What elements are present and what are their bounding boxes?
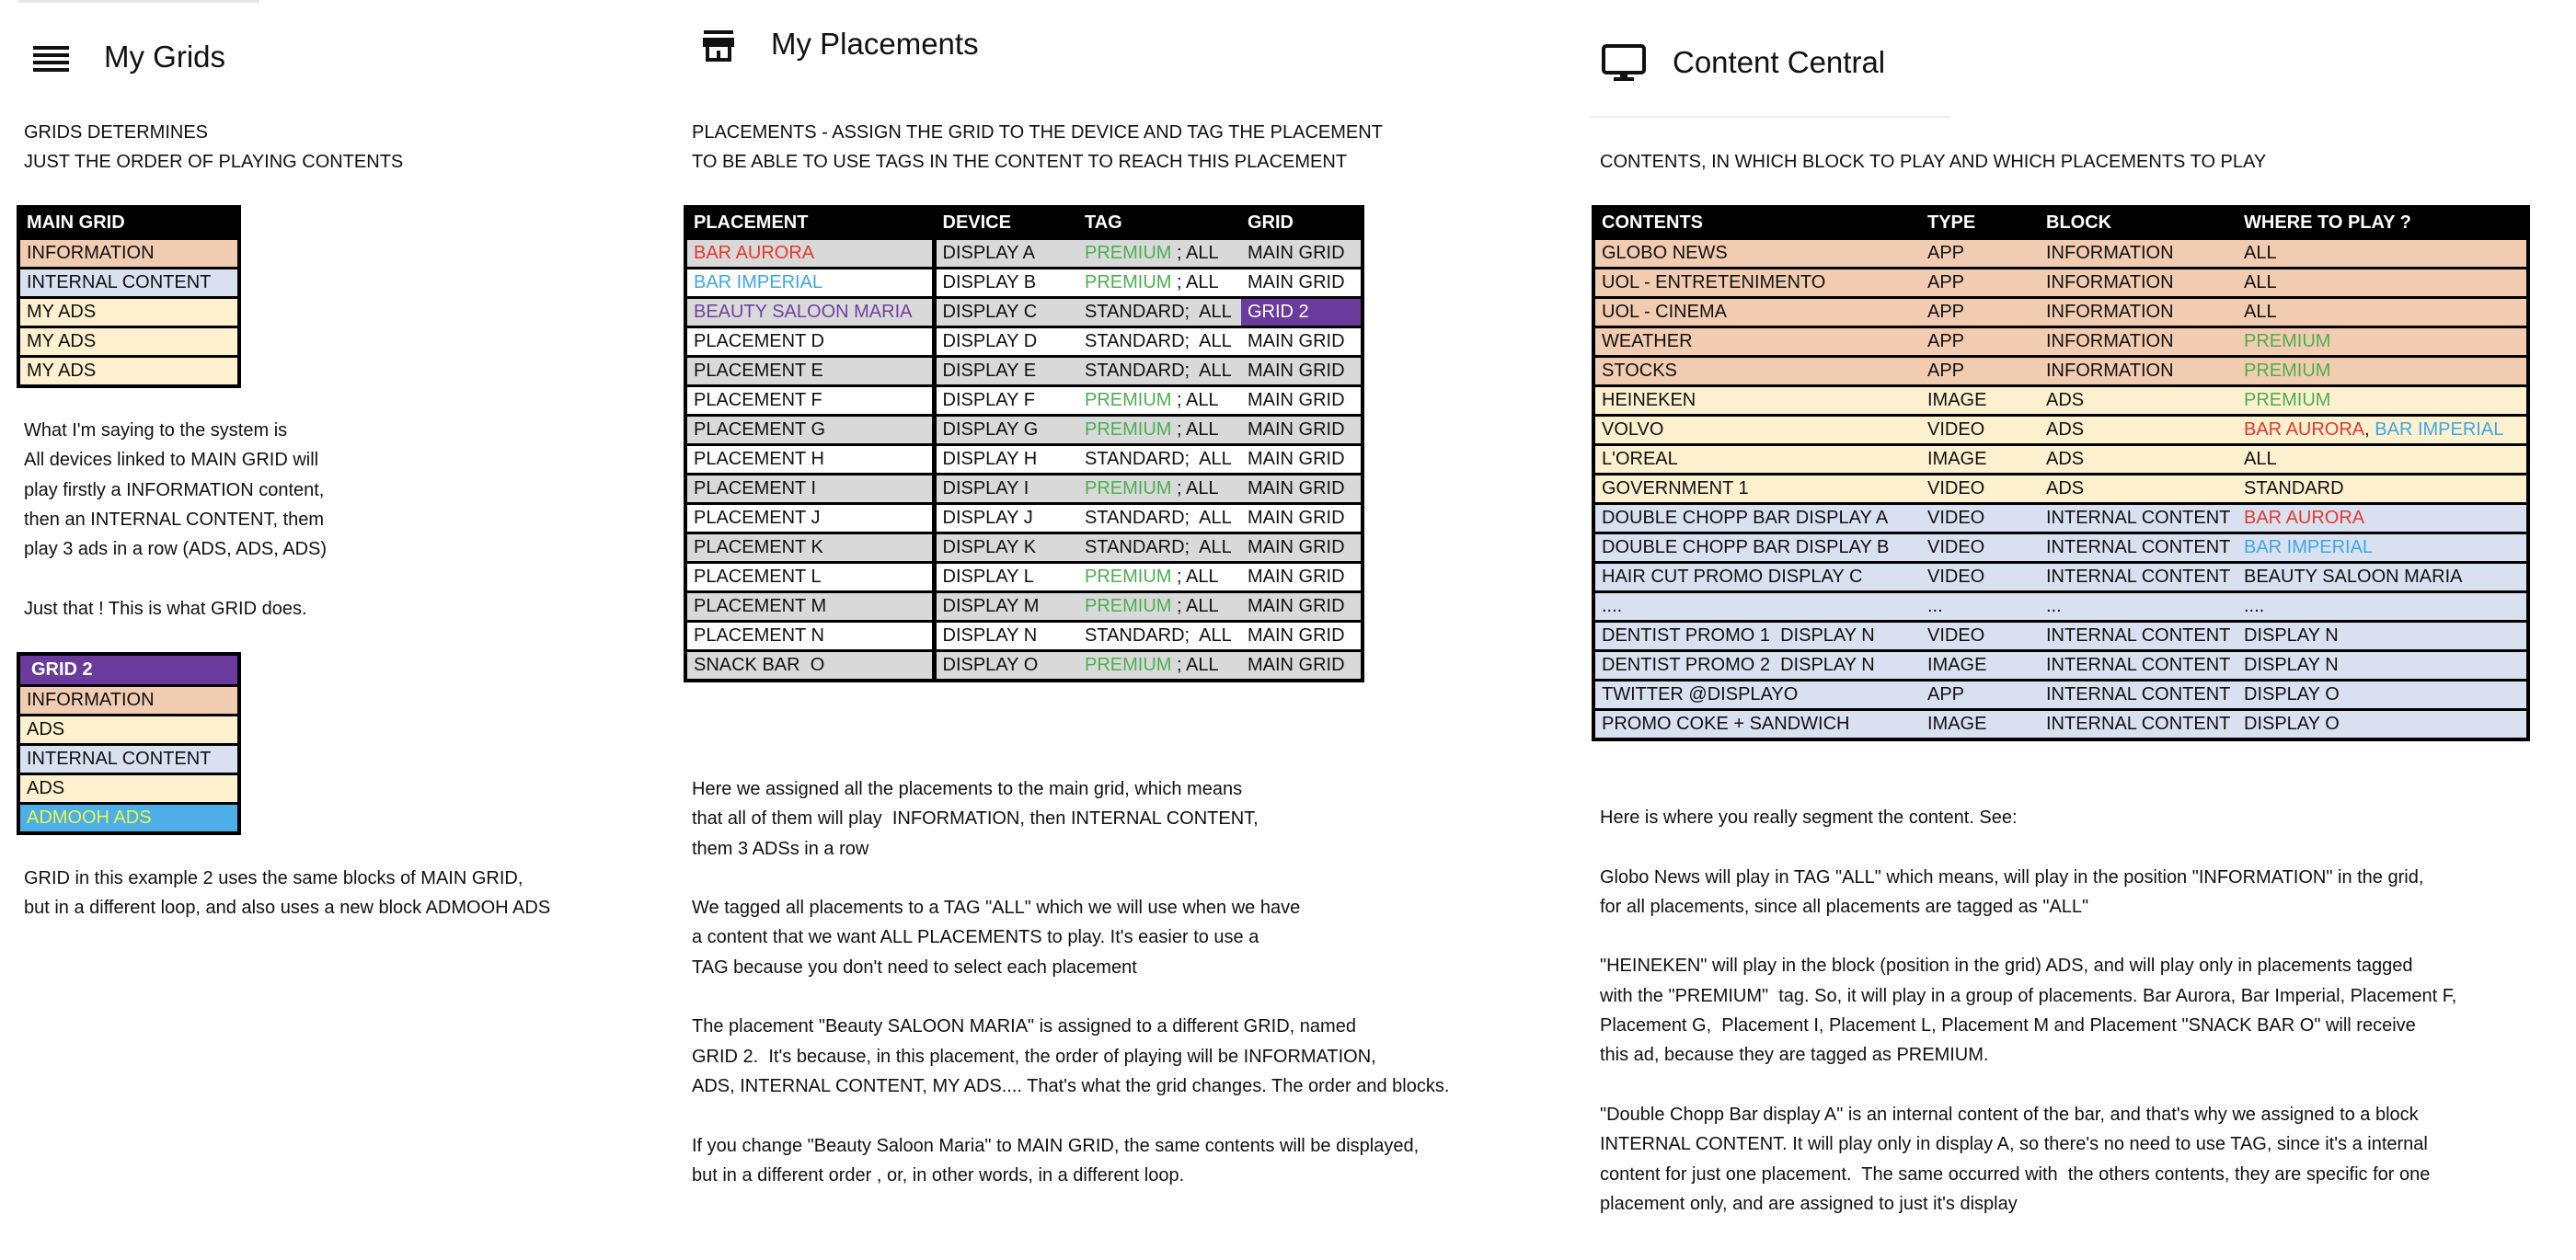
content-block: INTERNAL CONTENT xyxy=(2040,563,2237,592)
grid-block-row xyxy=(18,745,239,774)
content-type: APP xyxy=(1921,681,2040,710)
column-header-grid: GRID xyxy=(1241,207,1363,239)
explanation-line: play firstly a INFORMATION content, xyxy=(24,479,325,500)
explanation-line: INTERNAL CONTENT. It will play only in display A, so there's no need to use TAG, since it's a internal xyxy=(1600,1134,2428,1155)
tag-all: ; ALL xyxy=(1171,390,1219,410)
where-to-play-part: .... xyxy=(2244,596,2265,616)
content-name: DOUBLE CHOPP BAR DISPLAY B xyxy=(1593,533,1921,563)
content-name: DOUBLE CHOPP BAR DISPLAY A xyxy=(1593,504,1921,533)
tag-all: ; ALL xyxy=(1171,478,1219,498)
intro-line: TO BE ABLE TO USE TAGS IN THE CONTENT TO REACH THIS PLACEMENT xyxy=(692,152,1348,173)
placements-intro xyxy=(692,118,1383,178)
main-grid-table xyxy=(17,205,241,388)
where-to-play xyxy=(2237,622,2528,651)
content-block: ADS xyxy=(2040,416,2237,445)
where-to-play-part: ALL xyxy=(2244,272,2277,292)
grid-assignment: GRID 2 xyxy=(1241,298,1363,327)
explanation-line xyxy=(692,982,1449,1012)
content-block: INTERNAL CONTENT xyxy=(2040,504,2237,533)
tag-primary: PREMIUM xyxy=(1085,567,1172,587)
explanation-line: for all placements, since all placements are tagged as "ALL" xyxy=(1600,896,2089,917)
device-name: DISPLAY D xyxy=(934,327,1078,357)
content-row[interactable] xyxy=(1593,416,2528,445)
placement-name: PLACEMENT G xyxy=(685,416,934,445)
column-header-block: BLOCK xyxy=(2040,207,2237,239)
content-name: UOL - CINEMA xyxy=(1593,298,1921,327)
explanation-line: ADS, INTERNAL CONTENT, MY ADS.... That's what the grid changes. The order and blocks. xyxy=(692,1075,1450,1096)
content-name: DENTIST PROMO 1 DISPLAY N xyxy=(1593,622,1921,651)
content-name: DENTIST PROMO 2 DISPLAY N xyxy=(1593,651,1921,681)
where-to-play-part: PREMIUM xyxy=(2244,331,2331,351)
grid-block-label: ADMOOH ADS xyxy=(18,804,239,834)
where-to-play xyxy=(2237,416,2528,445)
content-name: WEATHER xyxy=(1593,327,1921,357)
tag-all: ALL xyxy=(1190,508,1232,528)
content-row[interactable] xyxy=(1593,475,2528,504)
grid-assignment: MAIN GRID xyxy=(1241,622,1363,651)
content-type: APP xyxy=(1921,298,2040,327)
content-row[interactable] xyxy=(1593,651,2528,681)
placement-row[interactable] xyxy=(685,239,1363,269)
content-block: INTERNAL CONTENT xyxy=(2040,533,2237,563)
tag-cell xyxy=(1078,327,1241,357)
device-name: DISPLAY H xyxy=(934,445,1078,475)
placement-row[interactable] xyxy=(685,386,1363,416)
grid-assignment: MAIN GRID xyxy=(1241,563,1363,592)
grid-assignment: MAIN GRID xyxy=(1241,386,1363,416)
device-name: DISPLAY N xyxy=(934,622,1078,651)
content-row[interactable] xyxy=(1593,710,2528,740)
where-to-play xyxy=(2237,651,2528,681)
placement-name: PLACEMENT H xyxy=(685,445,934,475)
where-to-play-part: ALL xyxy=(2244,302,2277,322)
store-icon[interactable] xyxy=(702,29,735,63)
content-type: APP xyxy=(1921,269,2040,298)
explanation-line: If you change "Beauty Saloon Maria" to MAIN GRID, the same contents will be displayed, xyxy=(692,1135,1420,1156)
intro-line: PLACEMENTS - ASSIGN THE GRID TO THE DEVICE AND TAG THE PLACEMENT xyxy=(692,122,1383,143)
content-block: INFORMATION xyxy=(2040,327,2237,357)
grid-assignment: MAIN GRID xyxy=(1241,239,1363,269)
explanation-line: with the "PREMIUM" tag. So, it will play in a group of placements. Bar Aurora, Bar Imperial, Placement F, xyxy=(1600,985,2457,1006)
tag-primary: STANDARD; xyxy=(1085,302,1190,322)
my-grids-title: My Grids xyxy=(104,40,225,74)
intro-line: JUST THE ORDER OF PLAYING CONTENTS xyxy=(24,152,404,173)
explanation-line: Placement G, Placement I, Placement L, Placement M and Placement "SNACK BAR O" will receive xyxy=(1600,1015,2416,1037)
grid-block-row xyxy=(18,298,239,327)
device-name: DISPLAY M xyxy=(934,592,1078,622)
where-to-play-part: DISPLAY N xyxy=(2244,625,2339,646)
grid-block-row xyxy=(18,686,239,716)
content-type: IMAGE xyxy=(1921,445,2040,475)
placement-name: BEAUTY SALOON MARIA xyxy=(685,298,934,327)
tag-cell xyxy=(1078,386,1241,416)
where-to-play xyxy=(2237,475,2528,504)
where-to-play-part: ALL xyxy=(2244,243,2277,263)
explanation-line: Here we assigned all the placements to the main grid, which means xyxy=(692,779,1243,799)
column-header-type: TYPE xyxy=(1921,207,2040,239)
content-type: APP xyxy=(1921,357,2040,386)
grid-assignment: MAIN GRID xyxy=(1241,475,1363,504)
tag-all: ; ALL xyxy=(1171,419,1219,440)
tag-all: ; ALL xyxy=(1171,567,1219,587)
explanation-line: "Double Chopp Bar display A" is an internal content of the bar, and that's why we assigned to a block xyxy=(1600,1104,2419,1125)
tag-cell xyxy=(1078,269,1241,298)
where-to-play-part: PREMIUM xyxy=(2244,361,2331,381)
grid-block-row xyxy=(18,804,239,834)
explanation-line: placement only, and are assigned to just it's display xyxy=(1600,1193,2018,1214)
explanation-line: We tagged all placements to a TAG "ALL" which we will use when we have xyxy=(692,898,1301,919)
tag-cell xyxy=(1078,592,1241,622)
grids-footer xyxy=(24,864,550,923)
placement-row[interactable] xyxy=(685,298,1363,327)
monitor-icon[interactable] xyxy=(1602,44,1646,83)
placement-name: PLACEMENT D xyxy=(685,327,934,357)
explanation-line: All devices linked to MAIN GRID will xyxy=(24,450,319,471)
tag-primary: STANDARD; xyxy=(1085,361,1190,381)
tag-primary: STANDARD; xyxy=(1085,537,1190,557)
where-to-play xyxy=(2237,563,2528,592)
placement-row[interactable] xyxy=(685,416,1363,445)
main-grid-header: MAIN GRID xyxy=(18,207,239,239)
explanation-line xyxy=(1600,1071,2456,1100)
tag-all: ALL xyxy=(1190,449,1232,469)
grids-explanation xyxy=(24,416,327,624)
tag-cell xyxy=(1078,533,1241,563)
explanation-line xyxy=(24,564,327,593)
placements-explanation xyxy=(692,774,1449,1190)
where-to-play xyxy=(2237,269,2528,298)
where-to-play-part: PREMIUM xyxy=(2244,390,2331,410)
content-name: HEINEKEN xyxy=(1593,386,1921,416)
content-row[interactable] xyxy=(1593,269,2528,298)
grid-assignment: MAIN GRID xyxy=(1241,269,1363,298)
grid-block-row xyxy=(18,239,239,269)
content-type: VIDEO xyxy=(1921,563,2040,592)
grid-assignment: MAIN GRID xyxy=(1241,357,1363,386)
explanation-line: What I'm saying to the system is xyxy=(24,420,288,441)
explanation-line: play 3 ads in a row (ADS, ADS, ADS) xyxy=(24,539,328,560)
explanation-line: Here is where you really segment the content. See: xyxy=(1600,808,2018,828)
tag-cell xyxy=(1078,475,1241,504)
placement-name: PLACEMENT M xyxy=(685,592,934,622)
where-to-play-part: DISPLAY O xyxy=(2244,684,2340,704)
content-block: INTERNAL CONTENT xyxy=(2040,651,2237,681)
where-to-play-part: , xyxy=(2364,419,2375,440)
placement-row[interactable] xyxy=(685,651,1363,682)
tag-primary: PREMIUM xyxy=(1085,390,1172,410)
content-row[interactable] xyxy=(1593,592,2528,622)
content-name: HAIR CUT PROMO DISPLAY C xyxy=(1593,563,1921,592)
grid-assignment: MAIN GRID xyxy=(1241,651,1363,682)
device-name: DISPLAY B xyxy=(934,269,1078,298)
footer-line: but in a different loop, and also uses a new block ADMOOH ADS xyxy=(24,898,551,919)
placement-name: PLACEMENT N xyxy=(685,622,934,651)
column-header-device: DEVICE xyxy=(934,207,1078,239)
content-name: VOLVO xyxy=(1593,416,1921,445)
content-row[interactable] xyxy=(1593,327,2528,357)
explanation-line: The placement "Beauty SALOON MARIA" is assigned to a different GRID, named xyxy=(692,1016,1356,1037)
content-block: INFORMATION xyxy=(2040,269,2237,298)
content-type: VIDEO xyxy=(1921,533,2040,563)
tag-primary: PREMIUM xyxy=(1085,478,1172,498)
explanation-line: Globo News will play in TAG "ALL" which means, will play in the position "INFORMATION" in the grid, xyxy=(1600,866,2424,888)
tag-cell xyxy=(1078,445,1241,475)
where-to-play-part: BAR IMPERIAL xyxy=(2244,537,2374,557)
content-name: PROMO COKE + SANDWICH xyxy=(1593,710,1921,740)
tag-cell xyxy=(1078,298,1241,327)
content-block: ... xyxy=(2040,592,2237,622)
explanation-line: then an INTERNAL CONTENT, them xyxy=(24,509,325,530)
tag-all: ; ALL xyxy=(1171,655,1219,675)
column-header-tag: TAG xyxy=(1078,207,1241,239)
where-to-play-part: ALL xyxy=(2244,449,2277,469)
tag-all: ; ALL xyxy=(1171,272,1219,292)
grid-block-row xyxy=(18,357,239,387)
tag-primary: PREMIUM xyxy=(1085,655,1172,675)
placement-row[interactable] xyxy=(685,445,1363,475)
placement-name: PLACEMENT I xyxy=(685,475,934,504)
device-name: DISPLAY G xyxy=(934,416,1078,445)
where-to-play-part: DISPLAY O xyxy=(2244,714,2340,734)
tag-cell xyxy=(1078,357,1241,386)
tag-cell xyxy=(1078,563,1241,592)
tag-primary: STANDARD; xyxy=(1085,449,1190,469)
where-to-play xyxy=(2237,386,2528,416)
tag-primary: PREMIUM xyxy=(1085,243,1172,263)
content-row[interactable] xyxy=(1593,298,2528,327)
content-block: ADS xyxy=(2040,445,2237,475)
explanation-line xyxy=(692,864,1449,893)
tag-all: ALL xyxy=(1190,361,1232,381)
grid-block-label: MY ADS xyxy=(18,298,239,327)
tag-all: ; ALL xyxy=(1171,243,1219,263)
tag-primary: PREMIUM xyxy=(1085,419,1172,440)
grid-block-label: ADS xyxy=(18,716,239,745)
grid-assignment: MAIN GRID xyxy=(1241,504,1363,533)
placement-name: BAR AURORA xyxy=(685,239,934,269)
contents-table xyxy=(1592,205,2530,741)
tag-primary: PREMIUM xyxy=(1085,272,1172,292)
grid-assignment: MAIN GRID xyxy=(1241,592,1363,622)
placement-row[interactable] xyxy=(685,357,1363,386)
explanation-line: Just that ! This is what GRID does. xyxy=(24,598,307,619)
where-to-play xyxy=(2237,681,2528,710)
tag-primary: STANDARD; xyxy=(1085,508,1190,528)
placement-row[interactable] xyxy=(685,622,1363,651)
where-to-play-part: BAR IMPERIAL xyxy=(2375,419,2504,440)
device-name: DISPLAY E xyxy=(934,357,1078,386)
explanation-line: TAG because you don't need to select each placement xyxy=(692,956,1137,978)
explanation-line: but in a different order , or, in other words, in a different loop. xyxy=(692,1164,1185,1186)
device-name: DISPLAY I xyxy=(934,475,1078,504)
grid-assignment: MAIN GRID xyxy=(1241,533,1363,563)
content-type: IMAGE xyxy=(1921,651,2040,681)
where-to-play-part: STANDARD xyxy=(2244,478,2344,498)
content-name: UOL - ENTRETENIMENTO xyxy=(1593,269,1921,298)
tag-all: ALL xyxy=(1190,625,1232,646)
explanation-line xyxy=(692,1101,1449,1130)
grid-assignment: MAIN GRID xyxy=(1241,445,1363,475)
content-type: IMAGE xyxy=(1921,710,2040,740)
grid-assignment: MAIN GRID xyxy=(1241,416,1363,445)
tag-cell xyxy=(1078,239,1241,269)
grid-block-row xyxy=(18,716,239,745)
grid-block-label: INFORMATION xyxy=(18,686,239,716)
header-divider xyxy=(1591,116,1949,118)
content-block: INTERNAL CONTENT xyxy=(2040,622,2237,651)
grid-block-label: MY ADS xyxy=(18,357,239,387)
explanation-line: a content that we want ALL PLACEMENTS to play. It's easier to use a xyxy=(692,927,1259,948)
explanation-line: GRID 2. It's because, in this placement, the order of playing will be INFORMATION, xyxy=(692,1046,1376,1067)
tag-all: ALL xyxy=(1190,537,1232,557)
content-type: VIDEO xyxy=(1921,622,2040,651)
tag-all: ALL xyxy=(1190,302,1232,322)
content-block: INFORMATION xyxy=(2040,298,2237,327)
device-name: DISPLAY C xyxy=(934,298,1078,327)
content-block: INFORMATION xyxy=(2040,357,2237,386)
content-block: INTERNAL CONTENT xyxy=(2040,681,2237,710)
content-row[interactable] xyxy=(1593,239,2528,269)
contents-intro: CONTENTS, IN WHICH BLOCK TO PLAY AND WHICH PLACEMENTS TO PLAY xyxy=(1600,152,2267,172)
where-to-play xyxy=(2237,710,2528,740)
content-type: VIDEO xyxy=(1921,416,2040,445)
where-to-play xyxy=(2237,533,2528,563)
content-block: INFORMATION xyxy=(2040,239,2237,269)
tag-cell xyxy=(1078,622,1241,651)
content-block: ADS xyxy=(2040,386,2237,416)
grids-intro xyxy=(24,118,403,178)
placement-row[interactable] xyxy=(685,592,1363,622)
content-row[interactable] xyxy=(1593,357,2528,386)
grid2-header: GRID 2 xyxy=(18,654,239,686)
placement-name: PLACEMENT L xyxy=(685,563,934,592)
content-type: APP xyxy=(1921,239,2040,269)
content-name: STOCKS xyxy=(1593,357,1921,386)
where-to-play xyxy=(2237,445,2528,475)
explanation-line: "HEINEKEN" will play in the block (position in the grid) ADS, and will play only in placements tagged xyxy=(1600,956,2413,977)
top-divider xyxy=(18,0,259,3)
content-row[interactable] xyxy=(1593,533,2528,563)
device-name: DISPLAY J xyxy=(934,504,1078,533)
content-row[interactable] xyxy=(1593,681,2528,710)
explanation-line: them 3 ADSs in a row xyxy=(692,838,869,859)
footer-line: GRID in this example 2 uses the same blocks of MAIN GRID, xyxy=(24,868,523,888)
content-name: TWITTER @DISPLAYO xyxy=(1593,681,1921,710)
device-name: DISPLAY F xyxy=(934,386,1078,416)
grid2-table xyxy=(17,652,241,835)
my-placements-title: My Placements xyxy=(771,27,979,61)
content-type: IMAGE xyxy=(1921,386,2040,416)
where-to-play xyxy=(2237,592,2528,622)
explanation-line: this ad, because they are tagged as PREMIUM. xyxy=(1600,1045,1989,1066)
placements-table xyxy=(684,205,1364,682)
grid-block-label: INFORMATION xyxy=(18,239,239,269)
where-to-play-part: BAR AURORA xyxy=(2244,508,2365,528)
placement-row[interactable] xyxy=(685,504,1363,533)
tag-cell xyxy=(1078,504,1241,533)
device-name: DISPLAY A xyxy=(934,239,1078,269)
grid-block-label: ADS xyxy=(18,774,239,804)
contents-explanation xyxy=(1600,803,2456,1219)
column-header-placement: PLACEMENT xyxy=(685,207,934,239)
where-to-play xyxy=(2237,357,2528,386)
explanation-line: that all of them will play INFORMATION, then INTERNAL CONTENT, xyxy=(692,808,1259,830)
grid-block-row xyxy=(18,774,239,804)
grid-block-row xyxy=(18,269,239,298)
grid-block-row xyxy=(18,327,239,357)
grid-block-label: MY ADS xyxy=(18,327,239,357)
intro-line: GRIDS DETERMINES xyxy=(24,122,209,143)
content-row[interactable] xyxy=(1593,563,2528,592)
where-to-play-part: BAR AURORA xyxy=(2244,419,2365,440)
column-header-contents: CONTENTS xyxy=(1593,207,1921,239)
placement-name: PLACEMENT J xyxy=(685,504,934,533)
where-to-play xyxy=(2237,239,2528,269)
explanation-line xyxy=(1600,832,2456,862)
content-name: GOVERNMENT 1 xyxy=(1593,475,1921,504)
explanation-line: content for just one placement. The same occurred with the others contents, they are specific for one xyxy=(1600,1163,2431,1185)
placement-row[interactable] xyxy=(685,475,1363,504)
content-row[interactable] xyxy=(1593,504,2528,533)
content-row[interactable] xyxy=(1593,386,2528,416)
content-central-title: Content Central xyxy=(1673,45,1886,79)
content-row[interactable] xyxy=(1593,622,2528,651)
content-name: GLOBO NEWS xyxy=(1593,239,1921,269)
content-block: INTERNAL CONTENT xyxy=(2040,710,2237,740)
placement-name: PLACEMENT K xyxy=(685,533,934,563)
placement-name: PLACEMENT E xyxy=(685,357,934,386)
content-type: VIDEO xyxy=(1921,504,2040,533)
device-name: DISPLAY L xyxy=(934,563,1078,592)
placement-row[interactable] xyxy=(685,533,1363,563)
placement-row[interactable] xyxy=(685,269,1363,298)
where-to-play xyxy=(2237,327,2528,357)
explanation-line xyxy=(1600,922,2456,951)
placement-row[interactable] xyxy=(685,563,1363,592)
grid-assignment: MAIN GRID xyxy=(1241,327,1363,357)
tag-cell xyxy=(1078,416,1241,445)
content-name: .... xyxy=(1593,592,1921,622)
content-type: VIDEO xyxy=(1921,475,2040,504)
content-name: L'OREAL xyxy=(1593,445,1921,475)
device-name: DISPLAY K xyxy=(934,533,1078,563)
tag-primary: STANDARD; xyxy=(1085,331,1190,351)
grid-block-label: INTERNAL CONTENT xyxy=(18,745,239,774)
tag-cell xyxy=(1078,651,1241,682)
content-row[interactable] xyxy=(1593,445,2528,475)
placement-name: SNACK BAR O xyxy=(685,651,934,682)
content-block: ADS xyxy=(2040,475,2237,504)
where-to-play xyxy=(2237,504,2528,533)
where-to-play xyxy=(2237,298,2528,327)
placement-name: BAR IMPERIAL xyxy=(685,269,934,298)
tag-all: ; ALL xyxy=(1171,596,1219,616)
content-type: ... xyxy=(1921,592,2040,622)
placement-name: PLACEMENT F xyxy=(685,386,934,416)
device-name: DISPLAY O xyxy=(934,651,1078,682)
tag-primary: PREMIUM xyxy=(1085,596,1172,616)
grid-block-label: INTERNAL CONTENT xyxy=(18,269,239,298)
where-to-play-part: BEAUTY SALOON MARIA xyxy=(2244,567,2463,587)
tag-all: ALL xyxy=(1190,331,1232,351)
column-header-where-to-play: WHERE TO PLAY ? xyxy=(2237,207,2528,239)
content-type: APP xyxy=(1921,327,2040,357)
where-to-play-part: DISPLAY N xyxy=(2244,655,2339,675)
menu-icon[interactable] xyxy=(33,45,69,73)
tag-primary: STANDARD; xyxy=(1085,625,1190,646)
placement-row[interactable] xyxy=(685,327,1363,357)
